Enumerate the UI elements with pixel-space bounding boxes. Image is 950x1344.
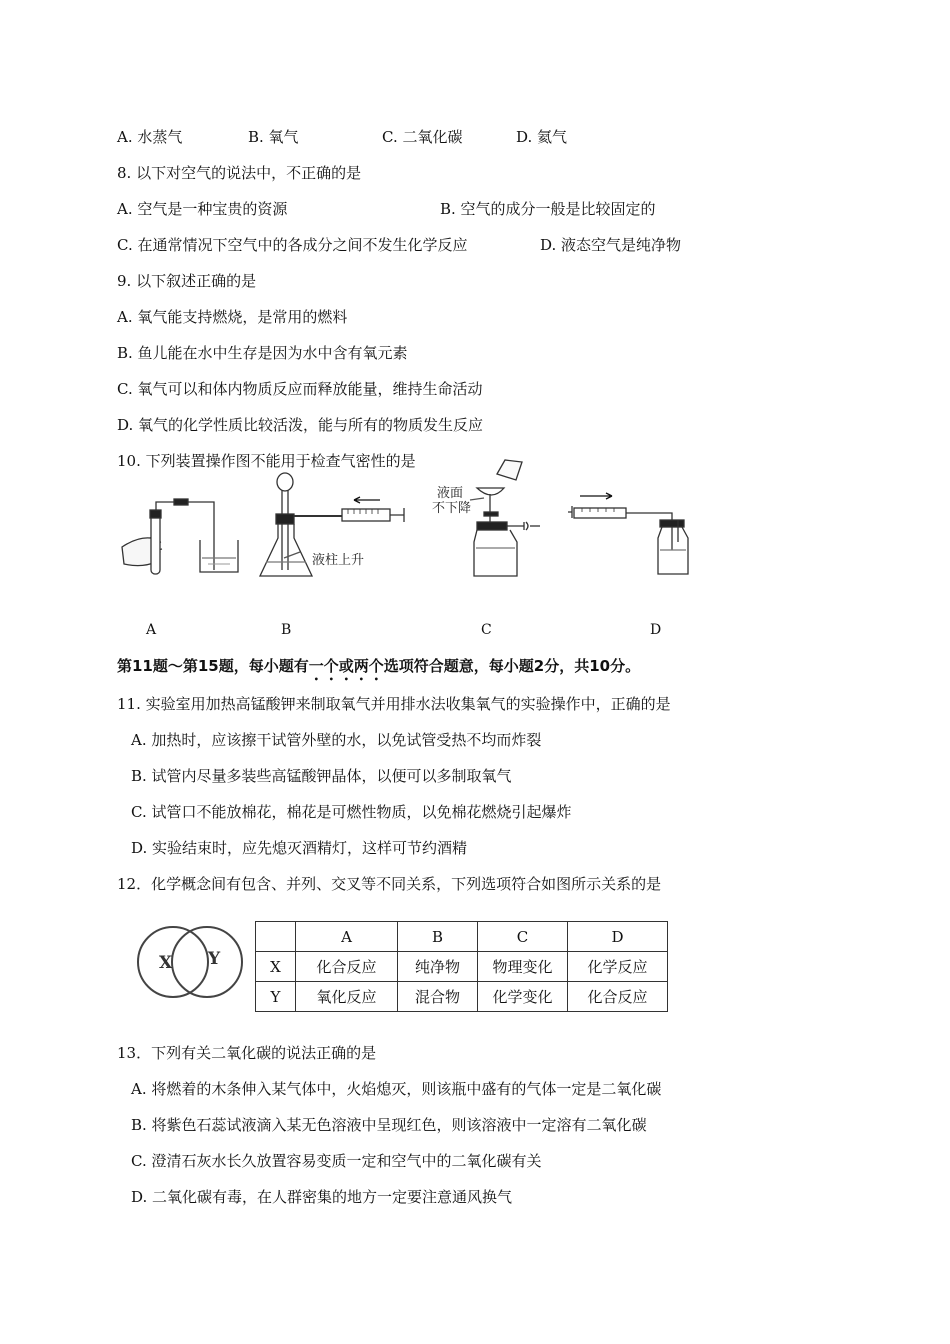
relation-table bbox=[255, 921, 668, 1012]
table-cell: 纯净物 bbox=[398, 952, 478, 982]
q7-option-d: D. 氦气 bbox=[516, 128, 568, 146]
table-cell: 化学反应 bbox=[568, 952, 668, 982]
table-header-cell: C bbox=[478, 922, 568, 952]
q10-apparatus-figure bbox=[112, 452, 722, 597]
q8-option-c: C. 在通常情况下空气中的各成分之间不发生化学反应 bbox=[117, 236, 468, 254]
q11-option-b: B. 试管内尽量多装些高锰酸钾晶体，以便可以多制取氧气 bbox=[131, 767, 512, 785]
table-header-row bbox=[256, 922, 668, 952]
q10-label-a: A bbox=[146, 622, 157, 638]
table-row bbox=[256, 982, 668, 1012]
q8-option-a: A. 空气是一种宝贵的资源 bbox=[117, 200, 288, 218]
section-instruction-post: 选项符合题意，每小题2分，共10分。 bbox=[383, 657, 641, 675]
q11-option-c: C. 试管口不能放棉花，棉花是可燃性物质，以免棉花燃烧引起爆炸 bbox=[131, 803, 572, 821]
table-header-cell: B bbox=[398, 922, 478, 952]
q10-label-d: D bbox=[650, 622, 662, 638]
table-cell: 化合反应 bbox=[296, 952, 398, 982]
q9-option-a: A. 氧气能支持燃烧，是常用的燃料 bbox=[117, 308, 348, 326]
venn-x-label: X bbox=[159, 953, 173, 973]
q12-stem: 12．化学概念间有包含、并列、交叉等不同关系，下列选项符合如图所示关系的是 bbox=[117, 875, 662, 893]
q11-stem: 11. 实验室用加热高锰酸钾来制取氧气并用排水法收集氧气的实验操作中，正确的是 bbox=[117, 695, 671, 713]
not-drop-label: 不下降 bbox=[432, 500, 472, 515]
table-cell: 化学变化 bbox=[478, 982, 568, 1012]
q10-label-b: B bbox=[281, 622, 292, 638]
q10-label-c: C bbox=[481, 622, 492, 638]
section-instruction bbox=[117, 656, 640, 684]
table-row bbox=[256, 952, 668, 982]
venn-diagram bbox=[135, 924, 245, 1000]
surface-label: 液面 bbox=[437, 485, 464, 500]
q7-option-b: B. 氧气 bbox=[248, 128, 299, 146]
q7-option-c: C. 二氧化碳 bbox=[382, 128, 463, 146]
q9-option-d: D. 氧气的化学性质比较活泼，能与所有的物质发生反应 bbox=[117, 416, 484, 434]
q9-option-b: B. 鱼儿能在水中生存是因为水中含有氧元素 bbox=[117, 344, 408, 362]
q11-option-d: D. 实验结束时，应先熄灭酒精灯，这样可节约酒精 bbox=[131, 839, 468, 857]
table-cell: 物理变化 bbox=[478, 952, 568, 982]
q8-option-d: D. 液态空气是纯净物 bbox=[540, 236, 682, 254]
table-cell: 化合反应 bbox=[568, 982, 668, 1012]
q9-option-c: C. 氧气可以和体内物质反应而释放能量，维持生命活动 bbox=[117, 380, 483, 398]
section-instruction-emphasis: 一个或两个 bbox=[308, 657, 384, 675]
q11-option-a: A. 加热时，应该擦干试管外壁的水，以免试管受热不均而炸裂 bbox=[131, 731, 542, 749]
table-header-cell: A bbox=[296, 922, 398, 952]
section-instruction-pre: 第11题～第15题，每小题有 bbox=[117, 657, 309, 675]
q7-option-a: A. 水蒸气 bbox=[117, 128, 183, 146]
table-header-cell bbox=[256, 922, 296, 952]
table-cell: Y bbox=[256, 982, 296, 1012]
apparatus-c bbox=[470, 460, 540, 576]
table-cell: X bbox=[256, 952, 296, 982]
q13-option-d: D. 二氧化碳有毒，在人群密集的地方一定要注意通风换气 bbox=[131, 1188, 513, 1206]
apparatus-a bbox=[122, 499, 238, 574]
liquid-rise-label: 液柱上升 bbox=[312, 552, 365, 567]
apparatus-d bbox=[568, 493, 688, 574]
q13-option-b: B. 将紫色石蕊试液滴入某无色溶液中呈现红色，则该溶液中一定溶有二氧化碳 bbox=[131, 1116, 647, 1134]
q8-option-b: B. 空气的成分一般是比较固定的 bbox=[440, 200, 656, 218]
q13-stem: 13．下列有关二氧化碳的说法正确的是 bbox=[117, 1044, 377, 1062]
q10-stem: 10. 下列装置操作图不能用于检查气密性的是 bbox=[117, 452, 416, 470]
table-cell: 氧化反应 bbox=[296, 982, 398, 1012]
q13-option-c: C. 澄清石灰水长久放置容易变质一定和空气中的二氧化碳有关 bbox=[131, 1152, 542, 1170]
q13-option-a: A. 将燃着的木条伸入某气体中，火焰熄灭，则该瓶中盛有的气体一定是二氧化碳 bbox=[131, 1080, 662, 1098]
q8-stem: 8. 以下对空气的说法中，不正确的是 bbox=[117, 164, 362, 182]
venn-y-label: Y bbox=[208, 949, 221, 969]
q9-stem: 9. 以下叙述正确的是 bbox=[117, 272, 257, 290]
table-header-cell: D bbox=[568, 922, 668, 952]
table-cell: 混合物 bbox=[398, 982, 478, 1012]
